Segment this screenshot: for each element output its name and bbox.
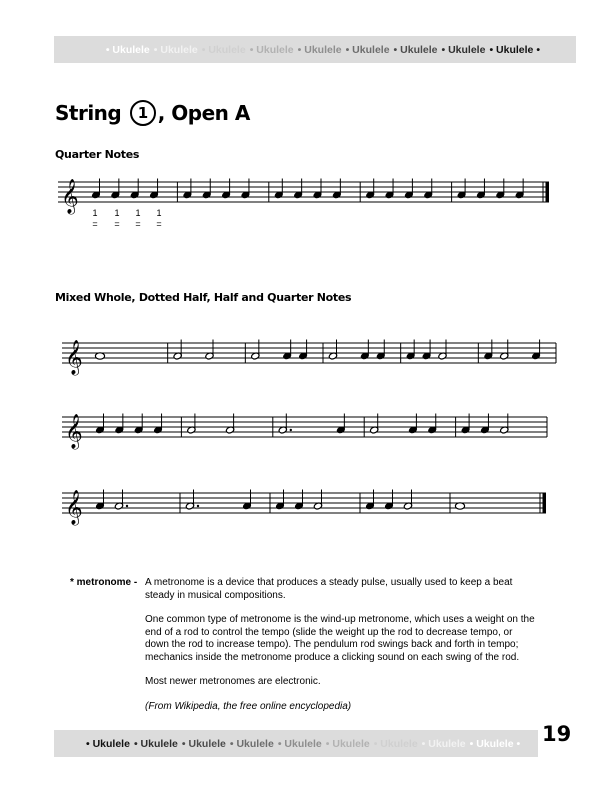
band-word: • Ukulele [229, 737, 274, 750]
notehead [95, 353, 104, 359]
definition-term: * metronome - [70, 577, 138, 588]
definition-paragraph: Most newer metronomes are electronic. [145, 676, 321, 687]
band-word: • Ukulele [393, 43, 438, 56]
beat-count [90, 208, 100, 230]
augmentation-dot [126, 505, 128, 507]
count-number: 1 [135, 208, 141, 218]
band-word: • Ukulele [277, 737, 322, 750]
band-word: • Ukulele [325, 737, 370, 750]
count-mark: = [92, 219, 98, 229]
count-mark: = [135, 219, 141, 229]
band-word: • Ukulele [133, 737, 178, 750]
band-word: • Ukulele [441, 43, 486, 56]
augmentation-dot [197, 505, 199, 507]
treble-clef-icon: 𝄞 [65, 414, 83, 449]
band-word: • Ukulele • [489, 43, 540, 56]
final-barline-thick [546, 182, 550, 202]
page-number: 19 [542, 722, 572, 746]
string-number-circle: 1 [130, 100, 156, 126]
band-word: • Ukulele [373, 737, 418, 750]
band-word: • Ukulele [201, 43, 246, 56]
section-heading-mixed-notes: Mixed Whole, Dotted Half, Half and Quarter Notes [55, 291, 352, 304]
count-number: 1 [92, 208, 98, 218]
augmentation-dot [290, 429, 292, 431]
definition-paragraph: One common type of metronome is the wind-up metronome, which uses a weight on the end of a rod to control the tempo (slide the weight up the rod to decrease tempo, or down the rod to increase tempo). The pendulum rod swings back and forth in tempo; mechanics inside the metronome produce a clicking sound on each swing of the rod. [145, 614, 535, 663]
count-mark: = [156, 219, 162, 229]
section-heading-quarter-notes: Quarter Notes [55, 148, 140, 161]
beat-count [112, 208, 122, 230]
beat-count [133, 208, 143, 230]
band-word: • Ukulele [181, 737, 226, 750]
footer-band [54, 730, 538, 757]
count-mark: = [114, 219, 120, 229]
band-word: • Ukulele [153, 43, 198, 56]
final-barline-thick [543, 493, 547, 513]
notehead [455, 503, 464, 509]
band-word: • Ukulele • [469, 737, 521, 750]
band-word: • Ukulele [421, 737, 466, 750]
count-number: 1 [114, 208, 120, 218]
band-word: • Ukulele [345, 43, 390, 56]
band-word: • Ukulele [86, 737, 130, 750]
title-prefix: String [55, 101, 128, 125]
count-number: 1 [156, 208, 162, 218]
treble-clef-icon: 𝄞 [65, 340, 83, 375]
definition-body [145, 577, 535, 725]
band-word: • Ukulele [249, 43, 294, 56]
treble-clef-icon: 𝄞 [61, 179, 79, 214]
treble-clef-icon: 𝄞 [65, 490, 83, 525]
band-word: • Ukulele [105, 43, 150, 56]
beat-count [154, 208, 164, 230]
title-suffix: , Open A [157, 101, 250, 125]
definition-source: (From Wikipedia, the free online encyclopedia) [145, 700, 352, 712]
definition-paragraph: A metronome is a device that produces a steady pulse, usually used to keep a beat steady in musical compositions. [145, 577, 513, 601]
band-word: • Ukulele [297, 43, 342, 56]
